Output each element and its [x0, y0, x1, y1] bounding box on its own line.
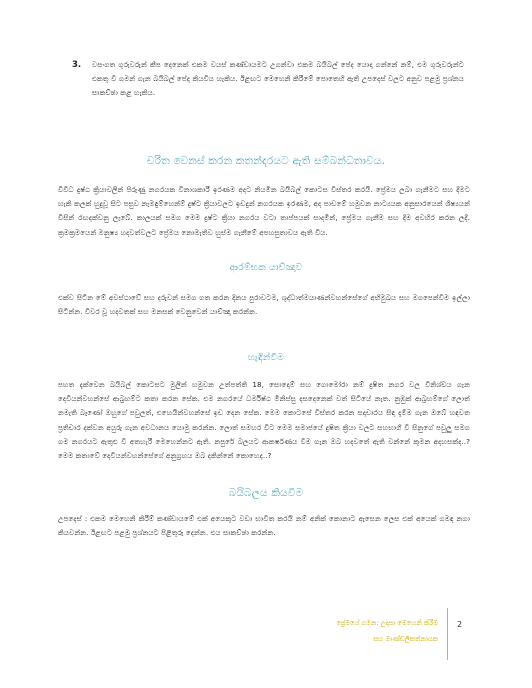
footer-divider [447, 608, 448, 660]
section-paragraph-introduction: පහත දැක්වෙන බයිබල් කොටසට මුලින් හමුවන උත්පත්ති 18, සොදොම් සහ ගොමෝරා නම් දුෂිත නගර වල විනිශ්චය ගැන දෙවියන්වහන්සේ ආබ්‍රහම්ට කතා කරන සේක. එම නගරයේ ධර්මිෂ්ඨ මිනිස්සු දසදෙනෙක් වත් සිටියේ නැත. නුඹුක් ආබ්‍රහම්ගේ ලොත් නමැති බෑණෝ ඔහුගේ පවුලත්, එහෙයින්වහන්සේ ඉඩ දෙන සේක. මෙම කොටසේ විස්තර කරන සදාචාරය සිඳ දැමීම ගැන ඔබේ හඳවත ප්‍රතිචාර දක්වන අයුරු ගැන අවධානය යොමු කරන්න. ලොත් සමහර විට මෙම සමාජයේ දුෂිත ක්‍රියා වලට සහභාගී වී සිනුගේ පවුලු සමග ගම නගරයට ඇතුළු වී අතහැරී මෙහෙන්නට ඇති. නපුරේ බලයට ආකර්ෂණය වීම ගැන ඔබ හදවතේ ඇති වන්නේ කුමන අදහසක්ද..? මෙම කතාවේ දෙවියන්වහන්සේගේ අනුග්‍රහය ඔබ දකින්නේ කොහෙද..? [58, 380, 470, 461]
section-paragraph-story-connection: විවිධ දුෂ්ඨ ක්‍රියාවලින් පිරුණු නගරයක විනාශකාරී ඉරණම අදට නියමින බයිබල් කොටස විස්තර කරයි. ප්‍රේමය ලබා ගැනීමට සහ දීමට හැකි කලක් හුදුවූ සිට පසුව නැමඳුම්හෙන්ම් දුෂ්ට ක්‍රියාවලට ඉඩදුන් නගරයක ඉරණම, අද පාඩමේ හමුවන නාට්‍යයක අනුසාරයෙන් ශිෂ්‍යයන් විසින් රඟදක්වනු ලැබේ. කාලයක් සමග මෙම දුෂ්ට ක්‍රියා නගරය වටා තාප්පයක් සාදමින්, ප්‍රේමය ගැනීම සහ දීම අවහිර කරන ලදී. ක්‍රමක්‍රමයෙන් මනුෂ්‍ය හදවත්වලට ප්‍රේමය නොමැතිව හුස්ම ගැනීමේ අපහසුතාවය ඇති විය. [58, 185, 470, 237]
section-heading-introduction: හැඳින්වීම [247, 352, 285, 363]
item-text: වසංගත ගුරුවරුන් කීප දෙනෙක් එකම වයස් කණ්ඩායමට උගන්වා එකම බයිබල් පේද යොදා ගන්නේ නම්, එම ගුරුවරුන්ට එකතු වී ගමන් ගැන බයිබල් පේද කියවිය හැකිය. ඊළඟට මෙහෙනි කිරීමේ පොතෙහි ඇති උපදෙස් වලට අනුව පළමු ප්‍රශ්නය සාකච්ඡා කළ හැකිය. [92, 60, 464, 98]
item-number: 3. [72, 60, 82, 70]
section-heading-bible-reading: බයිබලය කියවීම [228, 487, 304, 499]
numbered-item-3 [72, 58, 464, 101]
footer-title-line-1: ප්‍රේමයේ ගමන: උදාසා මෙහෙනි කිරීම [336, 619, 438, 627]
section-heading-story-connection: චරිත වෙනස් කරන කතන්දරයට ඇති සම්බන්ධතාවය. [146, 155, 386, 167]
page-number: 2 [457, 620, 463, 629]
footer-title-line-2: සහ මාණ්ඩලිකත්නායක [373, 635, 438, 643]
section-paragraph-opening-prayer: එක්ව සිටින මේ අවස්ථාවේ සහ දරුවන් සමග ගත කරන දිනය පුරාවටම, ශුද්ධාත්මයාණන්වහන්සේගේ අභිමුඛය සහ මගපෙන්වීම ඉල්ලා සිටින්න. විවර වූ හදවතක් සහ මනසක් වෙනුවෙන් යාච්ඤා කරන්න. [58, 293, 470, 317]
section-heading-opening-prayer: ආරම්භක යාච්ඤාව [229, 262, 303, 273]
section-paragraph-bible-reading: උපදෙස් : එකම මෙහෙනි කිරීම් කණ්ඩායමේ එක් අයෙකුට වඩා භාවිත කරයි නම් අනික් කොනාට ඇසෙන ලෙස එක් අයෙක් ගමඳ නගා කියවන්න. ඊළඟට පළමු ප්‍රශ්නයට පිළිතුරු දෙන්න. එය සාකච්ඡා කරන්න. [58, 514, 470, 538]
